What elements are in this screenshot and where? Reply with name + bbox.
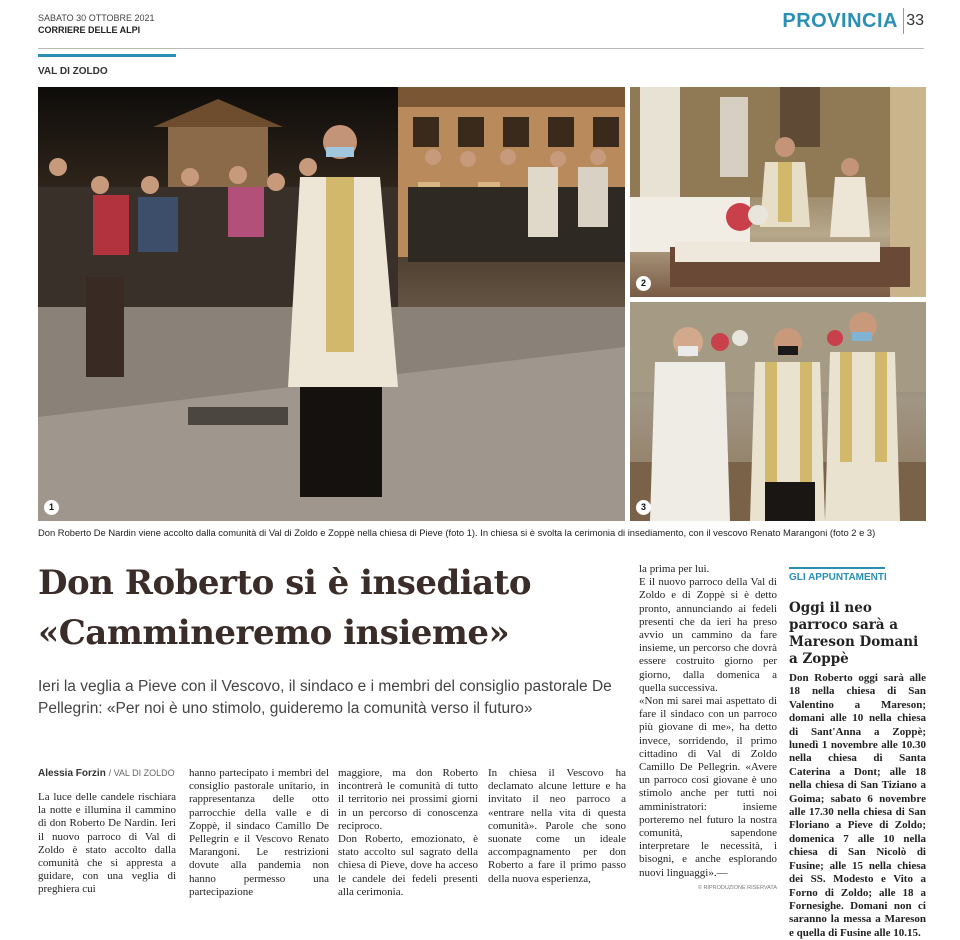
author-location: / VAL DI ZOLDO [108,768,175,778]
section-name: PROVINCIA [782,10,898,32]
issue-date: SABATO 30 OTTOBRE 2021 [38,13,155,23]
issue-info [38,12,155,36]
article-column-1 [38,791,176,897]
headline-line-1: Don Roberto si è insediato [38,563,532,603]
newspaper-name: CORRIERE DELLE ALPI [38,25,141,35]
article-paragraph: hanno partecipato i membri del consiglio pastorale unitario, in rappresentanza delle otto parrocchie della valle e di Zoppè, il sindaco Camillo De Pellegrin e il Vescovo Renato Marangoni. Le restrizioni dovute alla pandemia non hanno permesso una partecipazione [189,767,329,898]
header-separator [903,8,904,34]
sidebar-label: GLI APPUNTAMENTI [789,572,887,583]
article-paragraph: La luce delle candele rischiara la notte e illumina il cammino di don Roberto De Nardin. Ieri il nuovo parroco di Val di Zoldo è stato accolto dalla comunità che si appresta a guidare, con una veglia di preghiera cui [38,791,176,896]
headline-line-2: «Cammineremo insieme» [38,613,510,653]
article-paragraph: In chiesa il Vescovo ha declamato alcune letture e ha invitato il neo parroco a «entrare nella vita di questa comunità». Parole che sono suonate come un ideale accompagnamento per don Roberto a fare il primo passo della nuova esperienza, [488,767,626,885]
photo-priests-scene [630,302,926,521]
photo-three-priests [630,302,926,521]
photo-welcome-ceremony [38,87,625,521]
article-column-4 [488,767,626,886]
photo-welcome-scene [38,87,625,521]
article-paragraph: la prima per lui. [639,563,710,575]
article-paragraph: Don Roberto, emozionato, è stato accolto sul sagrato della chiesa di Pieve, dove ha acceso le candele dei fedeli presenti alla cerimonia. [338,833,478,898]
photo-number: 2 [636,276,651,291]
photo-number: 3 [636,500,651,515]
author-name: Alessia Forzin [38,768,106,779]
photo-number: 1 [44,500,59,515]
subheadline: Ieri la veglia a Pieve con il Vescovo, il sindaco e i membri del consiglio pastorale De Pellegrin: «Per noi è uno stimolo, guideremo la comunità verso il futuro» [38,678,612,717]
byline [38,768,175,779]
article-paragraph: «Non mi sarei mai aspettato di fare il sindaco con un parroco più giovane di me», ha detto invece, sorridendo, il primo cittadino di Val di Zoldo Camillo De Pellegrin. «Avere un parroco così giovane è uno stimolo anche per tutti noi amministratori: insieme porteremo nel futuro la nostra comunità, sapendone interpretare le necessità, i bisogni, e anche esplorando nuovi linguaggi».— [639,695,777,879]
copyright-credit: © RIPRODUZIONE RISERVATA [697,884,777,891]
photo-caption: Don Roberto De Nardin viene accolto dalla comunità di Val di Zoldo e Zoppè nella chiesa di Pieve (foto 1). In chiesa si è svolta la cerimonia di insediamento, con il vescovo Renato Marangoni (foto 2 e 3) [38,527,876,538]
article-paragraph: maggiore, ma don Roberto incontrerà le comunità di tutto il territorio nei prossimi giorni in un percorso di conoscenza reciproco. [338,767,478,832]
article-column-2 [189,767,329,899]
accent-rule [38,54,176,57]
article-paragraph: E il nuovo parroco della Val di Zoldo e di Zoppè si è detto pronto, annunciando ai fedeli presenti che da ieri ha preso avvio un cammino da fare insieme, un percorso che dovrà essere costruito giorno per giorno, dalla domenica a quella successiva. [639,576,777,694]
photo-altar-scene [630,87,926,297]
header-rule [38,48,924,49]
sidebar-body: Don Roberto oggi sarà alle 18 nella chiesa di San Valentino a Mareson; domani alle 10 nella chiesa di Sant'Anna a Zoppè; lunedì 1 novembre alle 10.30 nella chiesa di Santa Caterina a Dont; alle 18 nella chiesa di San Tiziano a Goima; sabato 6 novembre alle 17.30 nella chiesa di San Floriano a Pieve di Zoldo; domenica 7 alle 10 nella chiesa di San Nicolò di Fusine; alle 15 nella chiesa dei SS. Modesto e Vito a Forno di Zoldo; alle 18 a Fornesighe. Domani non ci saranno la messa a Mareson e quella di Fusine alle 10.15. [789,672,926,939]
article-column-5 [639,563,777,895]
sidebar-rule [789,567,885,569]
page-number: 33 [906,12,924,29]
photo-altar-ceremony [630,87,926,297]
section-label: VAL DI ZOLDO [38,66,108,77]
article-column-3 [338,767,478,899]
sidebar-title: Oggi il neo parroco sarà a Mareson Domani a Zoppè [789,600,919,667]
